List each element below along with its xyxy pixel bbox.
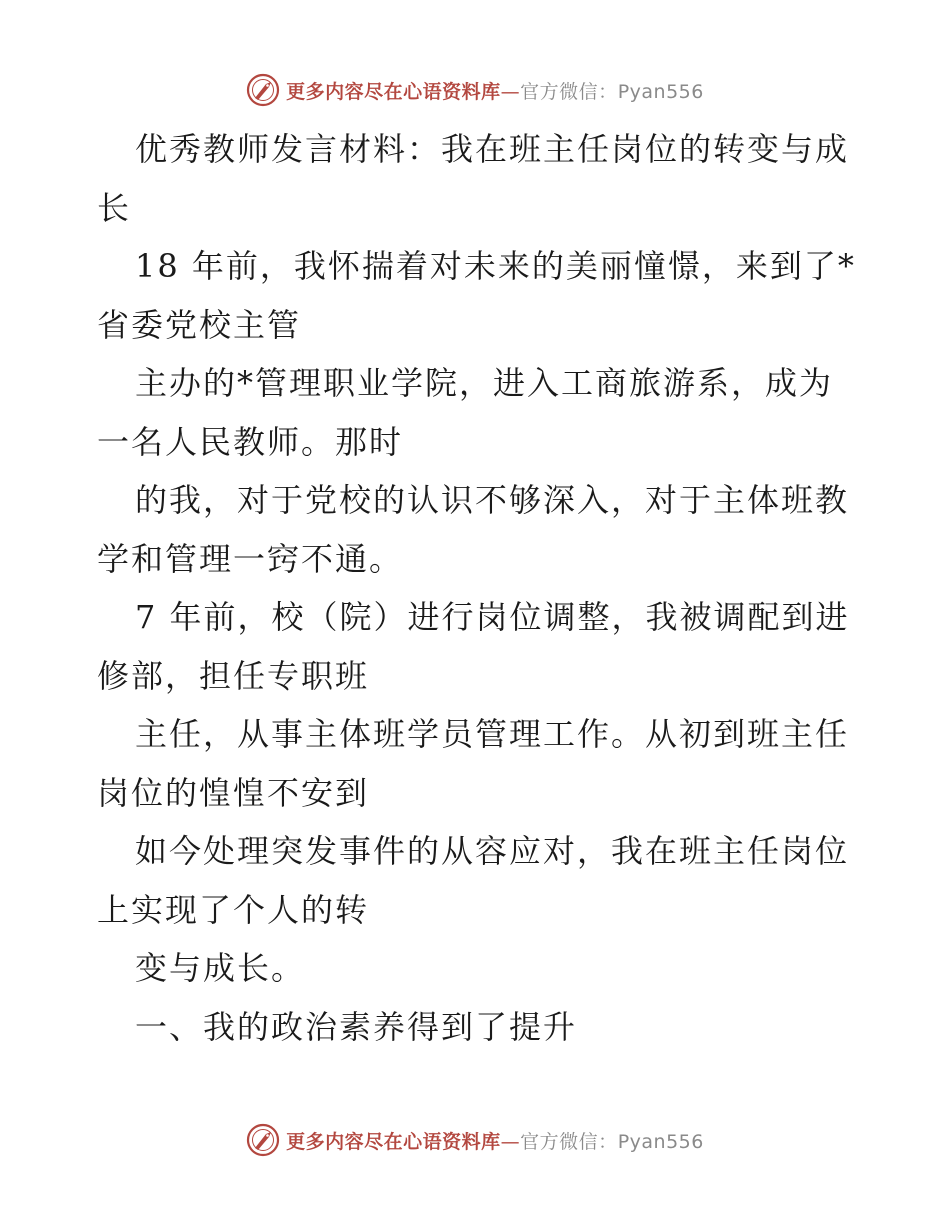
watermark-wechat-id: Pyan556	[617, 80, 704, 103]
watermark-brand: 更多内容尽在心语资料库	[286, 1130, 501, 1153]
paragraph: 如今处理突发事件的从容应对，我在班主任岗位上实现了个人的转	[97, 832, 850, 929]
paragraph: 的我，对于党校的认识不够深入，对于主体班教学和管理一窍不通。	[97, 481, 850, 578]
paragraph: 18 年前，我怀揣着对未来的美丽憧憬，来到了*省委党校主管	[97, 247, 856, 344]
paragraph: 7 年前，校（院）进行岗位调整，我被调配到进修部，担任专职班	[97, 598, 850, 695]
watermark-dash: —	[500, 1130, 521, 1153]
section-heading: 一、我的政治素养得到了提升	[135, 1007, 578, 1046]
paragraph: 主办的*管理职业学院，进入工商旅游系，成为一名人民教师。那时	[97, 364, 834, 461]
paragraph: 主任，从事主体班学员管理工作。从初到班主任岗位的惶惶不安到	[97, 715, 850, 812]
watermark-dash: —	[500, 80, 521, 103]
pen-nib-logo-icon	[246, 73, 280, 107]
watermark-wechat-label: 官方微信：	[520, 80, 618, 103]
watermark-wechat-label: 官方微信：	[520, 1130, 618, 1153]
footer-watermark-banner	[0, 1120, 950, 1160]
document-title: 优秀教师发言材料：我在班主任岗位的转变与成长	[97, 130, 850, 227]
watermark-wechat-id: Pyan556	[617, 1130, 704, 1153]
header-watermark-banner	[0, 70, 950, 110]
paragraph: 变与成长。	[135, 949, 306, 987]
watermark-text	[286, 77, 704, 104]
footer-watermark-inner	[246, 1123, 704, 1157]
pen-nib-logo-icon	[246, 1123, 280, 1157]
header-watermark-inner	[246, 73, 704, 107]
watermark-brand: 更多内容尽在心语资料库	[286, 80, 501, 103]
watermark-text	[286, 1127, 704, 1154]
document-body	[97, 120, 857, 1056]
